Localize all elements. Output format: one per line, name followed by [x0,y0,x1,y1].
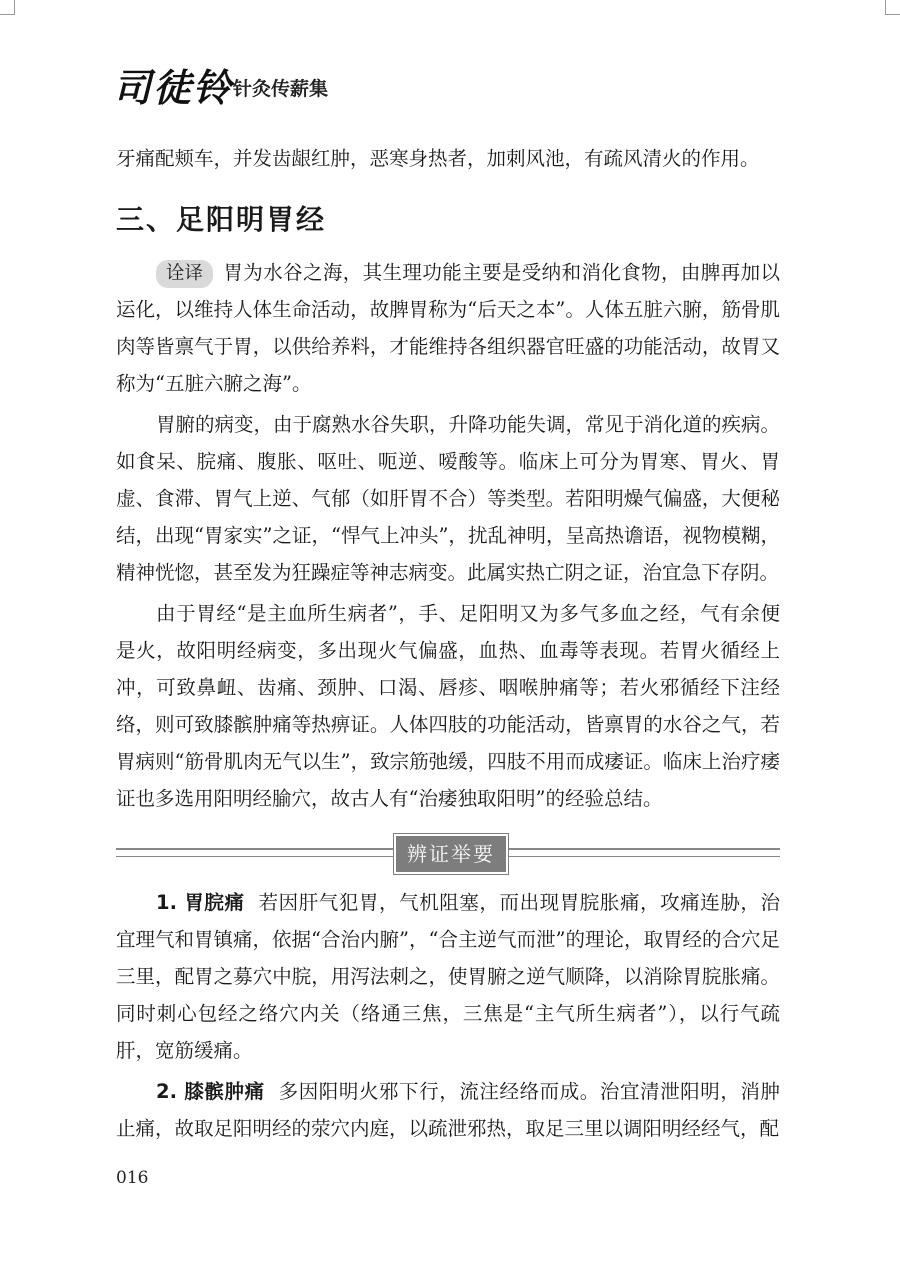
section-title: 三、足阳明胃经 [116,203,327,236]
section-divider [116,834,780,874]
paragraph-1 [116,254,780,402]
item-1 [116,884,780,1069]
item-2-text: 多因阳明火邪下行，流注经络而成。治宜清泄阳明，消肿止痛，故取足阳明经的荥穴内庭，以疏泄邪热，取足三里以调阳明经经气，配 [116,1080,780,1140]
paragraph-3: 由于胃经“是主血所生病者”，手、足阳明又为多气多血之经，气有余便是火，故阳明经病变，多出现火气偏盛，血热、血毒等表现。若胃火循经上冲，可致鼻衄、齿痛、颈肿、口渴、唇疹、咽喉肿痛等；若火邪循经下注经络，则可致膝髌肿痛等热痹证。人体四肢的功能活动，皆禀胃的水谷之气，若胃病则“筋骨肌肉无气以生”，致宗筋弛缓，四肢不用而成痿证。临床上治疗痿证也多选用阳明经腧穴，故古人有“治痿独取阳明”的经验总结。 [116,602,780,810]
paragraph-1-text: 胃为水谷之海，其生理功能主要是受纳和消化食物，由脾再加以运化，以维持人体生命活动，故脾胃称为“后天之本”。人体五脏六腑，筋骨肌肉等皆禀气于胃，以供给养料，才能维持各组织器官旺盛的功能活动，故胃又称为“五脏六腑之海”。 [116,261,780,395]
item-2 [116,1073,780,1147]
book-subtitle: 针灸传薪集 [233,78,329,100]
item-2-term: 2. 膝髌肿痛 [156,1080,265,1103]
running-header [113,66,793,110]
item-1-term: 1. 胃脘痛 [156,891,245,914]
item-1-text: 若因肝气犯胃，气机阻塞，而出现胃脘胀痛，攻痛连胁，治宜理气和胃镇痛，依据“合治内腑”，“合主逆气而泄”的理论，取胃经的合穴足三里，配胃之募穴中脘，用泻法刺之，使胃腑之逆气顺降，以消除胃脘胀痛。同时刺心包经之络穴内关（络通三焦，三焦是“主气所生病者”），以行气疏肝，宽筋缓痛。 [116,891,780,1062]
brand-signature: 司徒铃 [113,65,234,110]
divider-label: 辨证举要 [394,834,508,874]
crop-mark-top-right [885,0,900,15]
paragraph-2: 胃腑的病变，由于腐熟水谷失职，升降功能失调，常见于消化道的疾病。如食呆、脘痛、腹胀、呕吐、呃逆、嗳酸等。临床上可分为胃寒、胃火、胃虚、食滞、胃气上逆、气郁（如肝胃不合）等类型。若阳明燥气偏盛，大便秘结，出现“胃家实”之证，“悍气上冲头”，扰乱神明，呈高热谵语，视物模糊，精神恍惚，甚至发为狂躁症等神志病变。此属实热亡阴之证，治宜急下存阴。 [116,413,781,584]
commentary-label: 诠译 [156,260,213,288]
items-block [116,884,780,1147]
intro-line: 牙痛配颊车，并发齿龈红肿，恶寒身热者，加刺风池，有疏风清火的作用。 [116,147,760,170]
commentary-block [116,254,780,817]
intro-line-block [116,140,780,177]
crop-mark-top-left [0,0,15,15]
page-number: 016 [116,1168,149,1188]
